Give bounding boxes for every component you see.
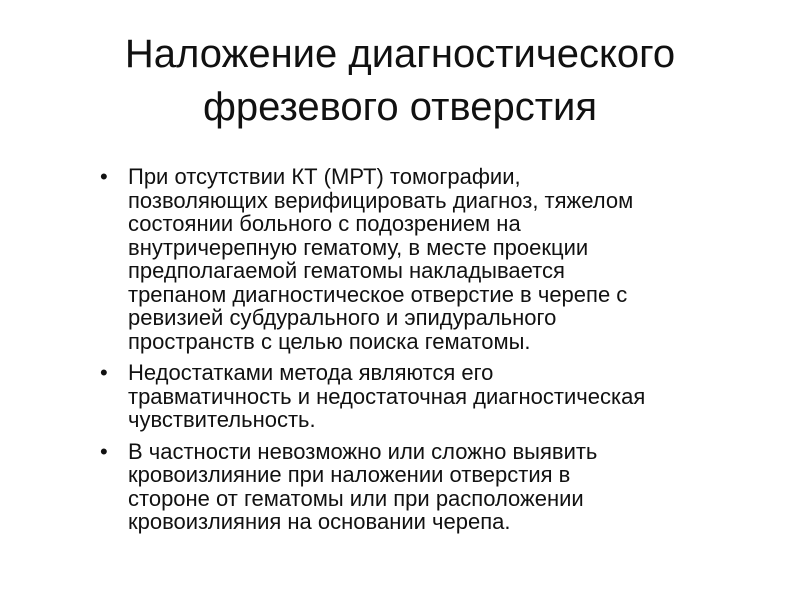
- bullet-text-line: трепаном диагностическое отверстие в черепе с: [128, 281, 628, 307]
- bullet-text-line: позволяющих верифицировать диагноз, тяжелом: [128, 187, 634, 213]
- bullet-text-line: внутричерепную гематому, в месте проекции: [128, 234, 589, 260]
- bullet-item: [98, 361, 738, 432]
- title-line: Наложение диагностического: [124, 32, 676, 76]
- bullet-text-line: состоянии больного с подозрением на: [128, 211, 521, 236]
- bullet-text-line: В частности невозможно или сложно выявить: [128, 438, 598, 464]
- bullet-text-line: ревизией субдурального и эпидурального: [128, 305, 557, 330]
- bullet-item: [98, 440, 738, 534]
- bullet-text-line: кровоизлияния на основании черепа.: [128, 509, 511, 534]
- bullet-list: [98, 165, 738, 542]
- bullet-marker: •: [100, 438, 108, 464]
- bullet-text-line: кровоизлияние при наложении отверстия в: [128, 462, 571, 487]
- bullet-text-line: Недостатками метода являются его: [128, 360, 494, 385]
- bullet-text-line: стороне от гематомы или при расположении: [128, 485, 584, 511]
- slide-title: [60, 28, 740, 134]
- bullet-item: [98, 165, 738, 353]
- bullet-marker: •: [100, 164, 108, 189]
- bullet-text-line: При отсутствии КТ (МРТ) томографии,: [128, 164, 521, 189]
- bullet-marker: •: [100, 360, 108, 385]
- title-line: фрезевого отверстия: [202, 85, 598, 129]
- bullet-text-line: чувствительность.: [128, 407, 316, 432]
- bullet-text-line: травматичность и недостаточная диагностическая: [128, 383, 646, 409]
- bullet-text-line: пространств с целью поиска гематомы.: [128, 328, 531, 354]
- bullet-text-line: предполагаемой гематомы накладывается: [128, 258, 565, 283]
